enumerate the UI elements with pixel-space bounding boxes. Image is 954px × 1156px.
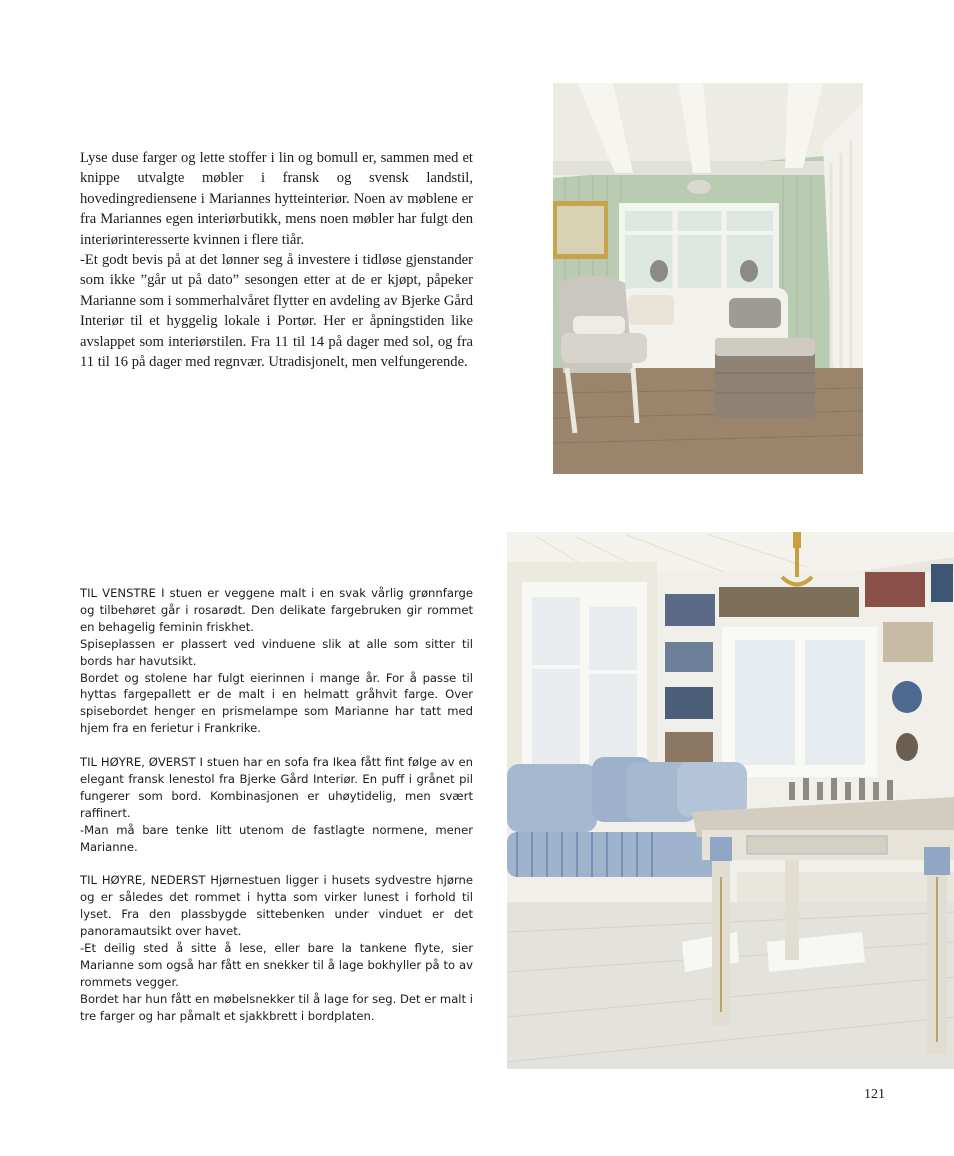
- caption-heading: TIL HØYRE, NEDERST: [80, 873, 206, 888]
- page-number: 121: [864, 1087, 885, 1102]
- caption-text: I stuen har en sofa fra Ikea fått fint følge av en elegant fransk lenestol fra Bjerke Gård Interiør. En puff i grånet pil fungerer som bord. Kombinasjonen er uhøytidelig, men svært raffinert.: [80, 755, 474, 820]
- corner-room-photo: [507, 532, 954, 1069]
- intro-paragraph: Lyse duse farger og lette stoffer i lin og bomull er, sammen med et knippe utvalgte møbler i fransk og svensk landstil, hovedingrediensene i Mariannes hytteinteriør. Noen av møblene er fra Mariannes egen interiørbutikk, mens noen møbler har fulgt den interiørinteresserte kvinnen i flere tiår.: [80, 150, 473, 248]
- caption-right-top: [80, 754, 473, 822]
- photo-captions: [80, 585, 473, 1025]
- caption-text: Bordet og stolene har fulgt eierinnen i mange år. For å passe til hyttas fargepallett er de malt i en helmatt gråhvit farge. Over spisebordet henger en prismelampe som Marianne har tatt med hjem fra en ferietur i Frankrike.: [80, 670, 473, 736]
- caption-text: Hjørnestuen ligger i husets sydvestre hjørne og er således det rommet i hytta som virker lunest i forhold til lyset. Fra den plassbygde sittebenken under vinduet er det panoramautsikt over havet.: [80, 873, 473, 939]
- caption-heading: TIL HØYRE, ØVERST: [80, 755, 196, 770]
- caption-left: [80, 585, 473, 636]
- caption-text: I stuen er veggene malt i en svak vårlig grønnfarge og tilbehøret går i rosarødt. Den delikate fargebruken gir rommet en behagelig feminin friskhet.: [80, 586, 473, 634]
- caption-heading: TIL VENSTRE: [80, 586, 156, 600]
- caption-text: Spiseplassen er plassert ved vinduene slik at alle som sitter til bords har havutsikt.: [80, 636, 473, 668]
- caption-right-bottom: [80, 872, 473, 940]
- intro-paragraph: -Et godt bevis på at det lønner seg å investere i tidløse gjenstander som ikke ”går ut på dato” sesongen etter at de er kjøpt, påpeker Marianne som i sommerhalvåret flytter en avdeling av Bjerke Gård Interiør til et hyggelig lokale i Portør. Her er åpningstiden like avslappet som interiørstilen. Fra 11 til 14 på dager med sol, og fra 11 til 16 på dager med regnvær. Utradisjonelt, men velfungerende.: [80, 252, 473, 371]
- living-room-photo: [553, 83, 863, 474]
- intro-text: [80, 148, 473, 372]
- caption-text: -Et deilig sted å sitte å lese, eller bare la tankene flyte, sier Marianne som også har fått en snekker til å lage bokhyller på to av rommets vegger.: [80, 941, 473, 989]
- caption-text: Bordet har hun fått en møbelsnekker til å lage for seg. Det er malt i tre farger og har påmalt et sjakkbrett i bordplaten.: [80, 991, 473, 1023]
- caption-text: -Man må bare tenke litt utenom de fastlagte normene, mener Marianne.: [80, 822, 473, 854]
